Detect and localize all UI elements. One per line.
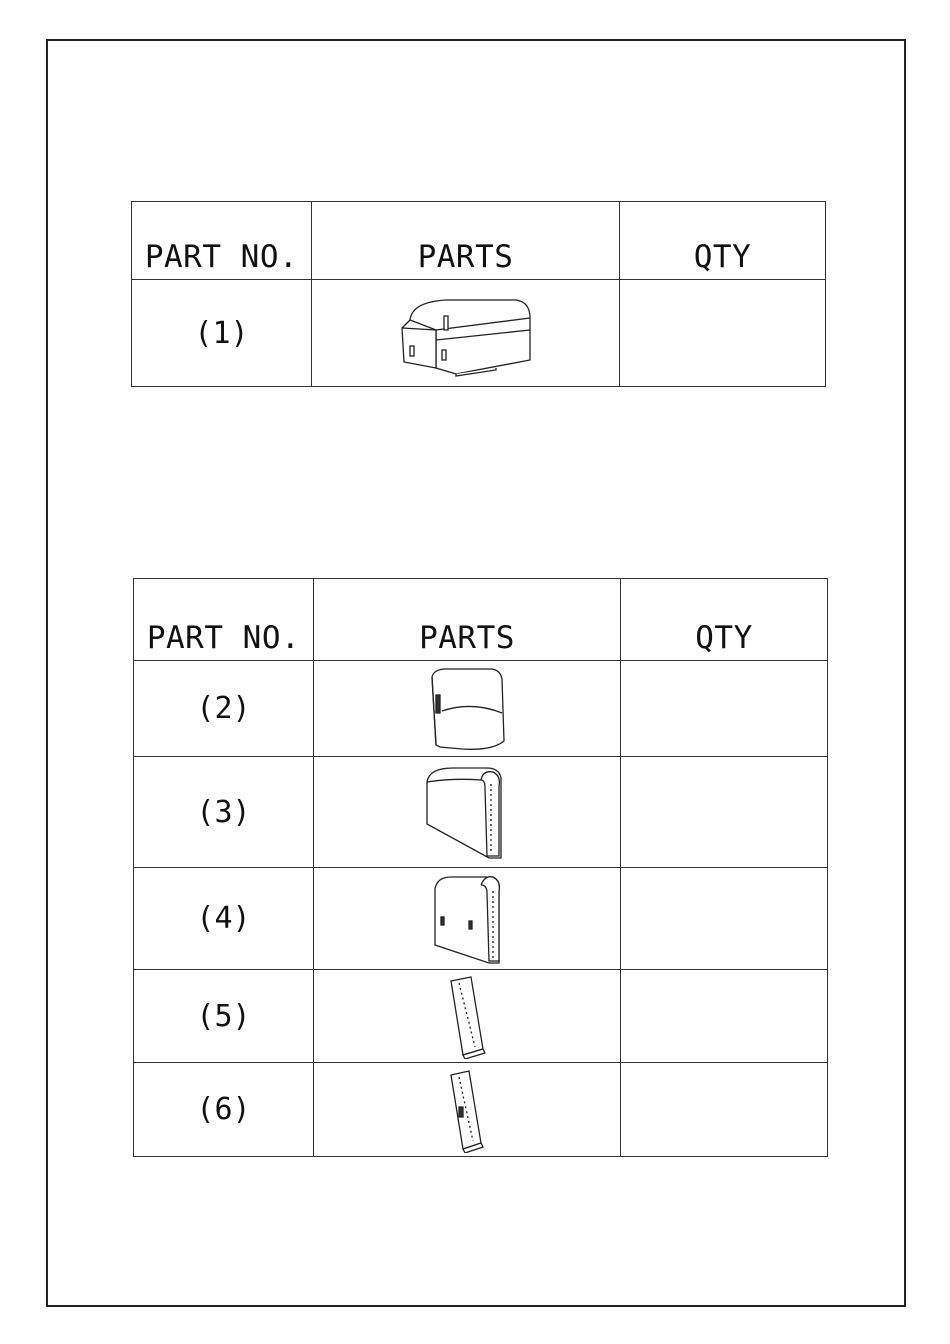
part-number: (2) xyxy=(134,661,314,757)
quantity-cell xyxy=(621,661,828,757)
part-number: (1) xyxy=(132,280,312,387)
part-image-cell xyxy=(312,280,620,387)
table-header-row xyxy=(132,202,826,280)
header-part-no: PART NO. xyxy=(134,579,314,661)
header-qty: QTY xyxy=(620,202,826,280)
armrest-left-icon xyxy=(427,871,507,967)
parts-table-2 xyxy=(133,578,828,1157)
part-image-cell xyxy=(314,757,621,868)
arm-panel-icon xyxy=(437,973,497,1059)
seat-cushion-icon xyxy=(422,665,512,753)
table-row xyxy=(134,757,828,868)
part-image-cell xyxy=(314,868,621,970)
header-parts: PARTS xyxy=(312,202,620,280)
part-image-cell xyxy=(314,661,621,757)
table-row xyxy=(134,868,828,970)
header-qty: QTY xyxy=(621,579,828,661)
header-part-no: PART NO. xyxy=(132,202,312,280)
arm-panel-alt-icon xyxy=(437,1067,497,1153)
header-parts: PARTS xyxy=(314,579,621,661)
quantity-cell xyxy=(620,280,826,387)
part-number: (4) xyxy=(134,868,314,970)
quantity-cell xyxy=(621,757,828,868)
parts-table-1 xyxy=(131,201,826,387)
table-header-row xyxy=(134,579,828,661)
armrest-right-icon xyxy=(417,762,517,862)
sofa-base-icon xyxy=(396,288,536,378)
quantity-cell xyxy=(621,868,828,970)
table-row xyxy=(134,661,828,757)
part-image-cell xyxy=(314,970,621,1063)
quantity-cell xyxy=(621,1063,828,1157)
part-number: (5) xyxy=(134,970,314,1063)
part-number: (6) xyxy=(134,1063,314,1157)
table-row xyxy=(134,1063,828,1157)
part-number: (3) xyxy=(134,757,314,868)
quantity-cell xyxy=(621,970,828,1063)
part-image-cell xyxy=(314,1063,621,1157)
table-row xyxy=(132,280,826,387)
table-row xyxy=(134,970,828,1063)
